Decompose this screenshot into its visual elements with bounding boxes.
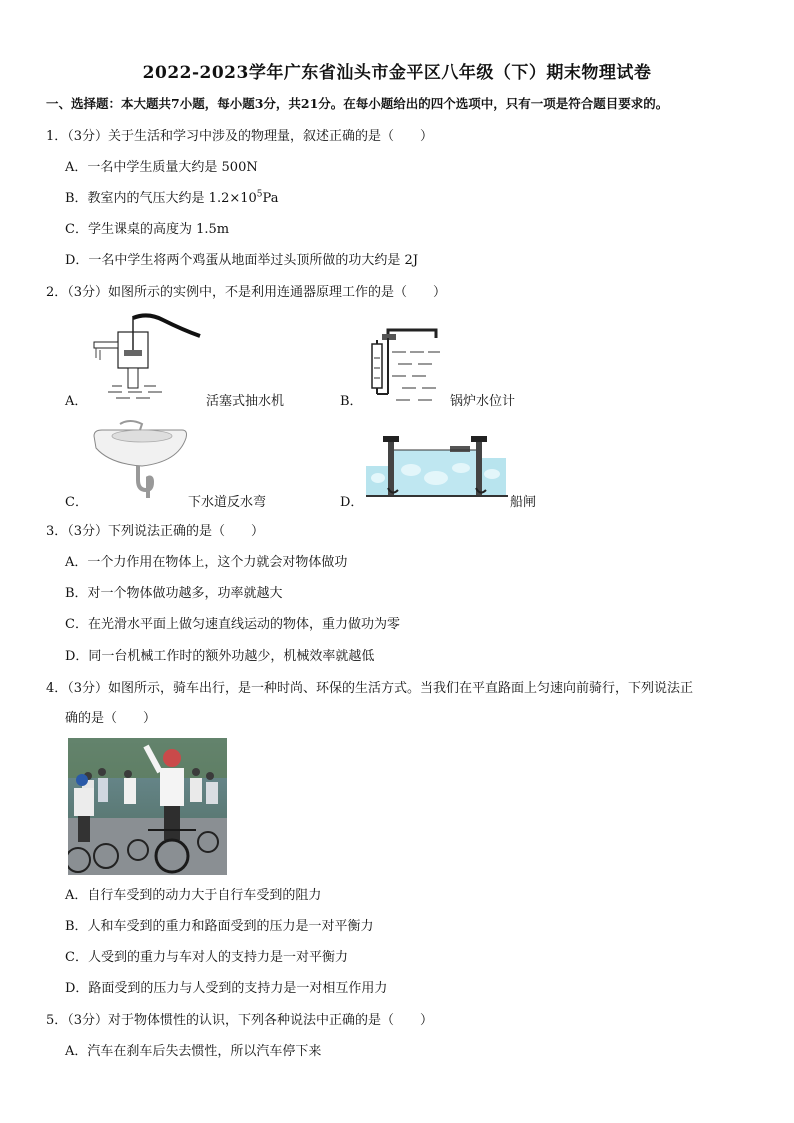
question-5-option-a: A．汽车在刹车后失去惯性，所以汽车停下来 — [65, 1044, 322, 1059]
figure-b-caption: 锅炉水位计 — [450, 394, 516, 409]
question-3-option-d: D．同一台机械工作时的额外功越少，机械效率就越低 — [65, 649, 375, 664]
question-4-option-b: B．人和车受到的重力和路面受到的压力是一对平衡力 — [65, 919, 374, 934]
question-3-option-c: C．在光滑水平面上做匀速直线运动的物体，重力做功为零 — [65, 617, 400, 632]
question-1-option-c: C．学生课桌的高度为 1.5m — [65, 222, 230, 237]
question-4-option-a: A．自行车受到的动力大于自行车受到的阻力 — [65, 888, 322, 903]
question-1-option-a: A．一名中学生质量大约是 500N — [65, 160, 258, 175]
figure-d-caption: 船闸 — [510, 495, 537, 510]
question-1-option-d: D．一名中学生将两个鸡蛋从地面举过头顶所做的功大约是 2J — [65, 253, 419, 268]
question-5-stem: 5．（3分）对于物体惯性的认识，下列各种说法中正确的是（ ） — [46, 1013, 434, 1028]
question-3-stem: 3．（3分）下列说法正确的是（ ） — [46, 524, 265, 539]
section-heading: 一、选择题：本大题共7小题，每小题3分，共21分。在每小题给出的四个选项中，只有一项是符合题目要求的。 — [46, 96, 669, 111]
question-2-stem: 2．（3分）如图所示的实例中，不是利用连通器原理工作的是（ ） — [46, 285, 447, 300]
question-4-option-c: C．人受到的重力与车对人的支持力是一对平衡力 — [65, 950, 348, 965]
question-3-option-a: A．一个力作用在物体上，这个力就会对物体做功 — [65, 555, 348, 570]
ship-lock-figure — [366, 430, 508, 502]
figure-b-letter: B． — [340, 394, 363, 409]
exam-title: 2022-2023学年广东省汕头市金平区八年级（下）期末物理试卷 — [142, 63, 652, 83]
figure-a-caption: 活塞式抽水机 — [206, 394, 285, 409]
boiler-gauge-figure — [362, 324, 444, 404]
cyclists-photo — [68, 738, 227, 875]
question-4-stem: 4．（3分）如图所示，骑车出行，是一种时尚、环保的生活方式。当我们在平直路面上匀速向前骑行，下列说法正 — [46, 681, 694, 696]
figure-c-letter: C． — [65, 495, 88, 510]
sink-trap-figure — [90, 418, 190, 504]
question-3-option-b: B．对一个物体做功越多，功率就越大 — [65, 586, 283, 601]
question-1-option-b: B．教室内的气压大约是 $1.2\times 10^5Pa$ — [65, 189, 279, 206]
figure-d-letter: D． — [340, 495, 364, 510]
figure-a-letter: A． — [65, 394, 88, 409]
figure-c-caption: 下水道反水弯 — [188, 495, 267, 510]
question-4-stem-continued: 确的是（ ） — [65, 711, 157, 726]
question-1-stem: 1．（3分）关于生活和学习中涉及的物理量，叙述正确的是（ ） — [46, 129, 434, 144]
question-4-option-d: D．路面受到的压力与人受到的支持力是一对相互作用力 — [65, 981, 388, 996]
piston-pump-figure — [88, 312, 208, 404]
